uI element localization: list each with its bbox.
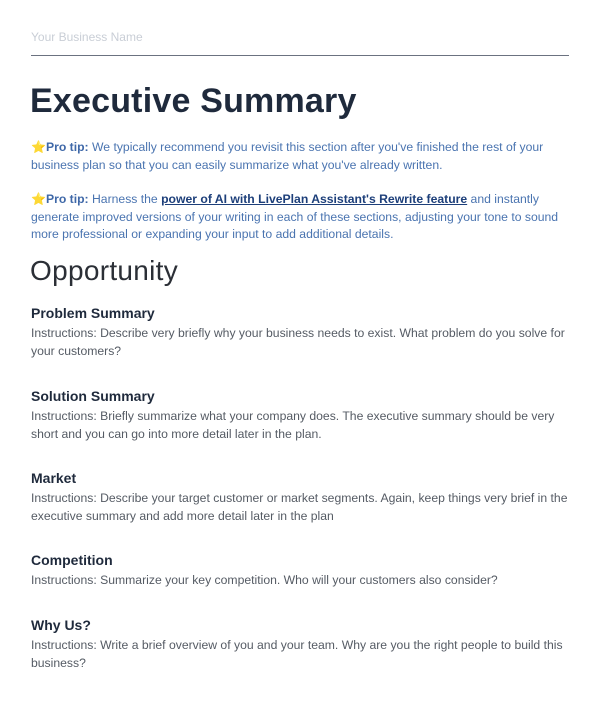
section-title: Competition: [31, 552, 113, 568]
competition-section: [31, 552, 576, 589]
section-title: Problem Summary: [31, 305, 155, 321]
pro-tip-label: Pro tip:: [45, 192, 89, 206]
why-us-section: [31, 617, 576, 672]
liveplan-assistant-link[interactable]: power of AI with LivePlan Assistant's Rewrite feature: [161, 192, 468, 206]
pro-tip-label: Pro tip:: [45, 140, 89, 154]
section-instructions: Instructions: Briefly summarize what your company does. The executive summary should be very short and you can go into more detail later in the plan.: [31, 409, 555, 441]
star-icon: ⭐: [31, 140, 46, 154]
pro-tip-text-before: Harness the: [88, 192, 162, 206]
section-instructions: Instructions: Describe your target customer or market segments. Again, keep things very brief in the executive summary and add more detail later in the plan: [31, 491, 568, 523]
section-instructions: Instructions: Describe very briefly why your business needs to exist. What problem do you solve for your customers?: [31, 326, 565, 358]
business-name-placeholder: Your Business Name: [31, 30, 143, 44]
pro-tip-text-after: and instantly generate improved versions of your writing in each of these sections, adjusting your tone to sound more professional or expanding your input to add additional details.: [31, 192, 559, 241]
header-divider: [31, 55, 569, 56]
section-instructions: Instructions: Summarize your key competition. Who will your customers also consider?: [31, 573, 498, 587]
problem-summary-section: [31, 305, 576, 360]
opportunity-heading: Opportunity: [30, 255, 179, 286]
solution-summary-section: [31, 388, 576, 443]
market-section: [31, 470, 576, 525]
section-title: Solution Summary: [31, 388, 155, 404]
section-instructions: Instructions: Write a brief overview of you and your team. Why are you the right people to build this business?: [31, 638, 563, 670]
pro-tip-revisit: [31, 139, 576, 174]
pro-tip-ai-rewrite: [31, 191, 576, 244]
section-title: Market: [31, 470, 77, 486]
section-title: Why Us?: [31, 617, 91, 633]
page-title: Executive Summary: [30, 82, 357, 120]
star-icon: ⭐: [31, 192, 46, 206]
pro-tip-text: We typically recommend you revisit this section after you've finished the rest of your business plan so that you can easily summarize what you've already written.: [31, 140, 544, 172]
